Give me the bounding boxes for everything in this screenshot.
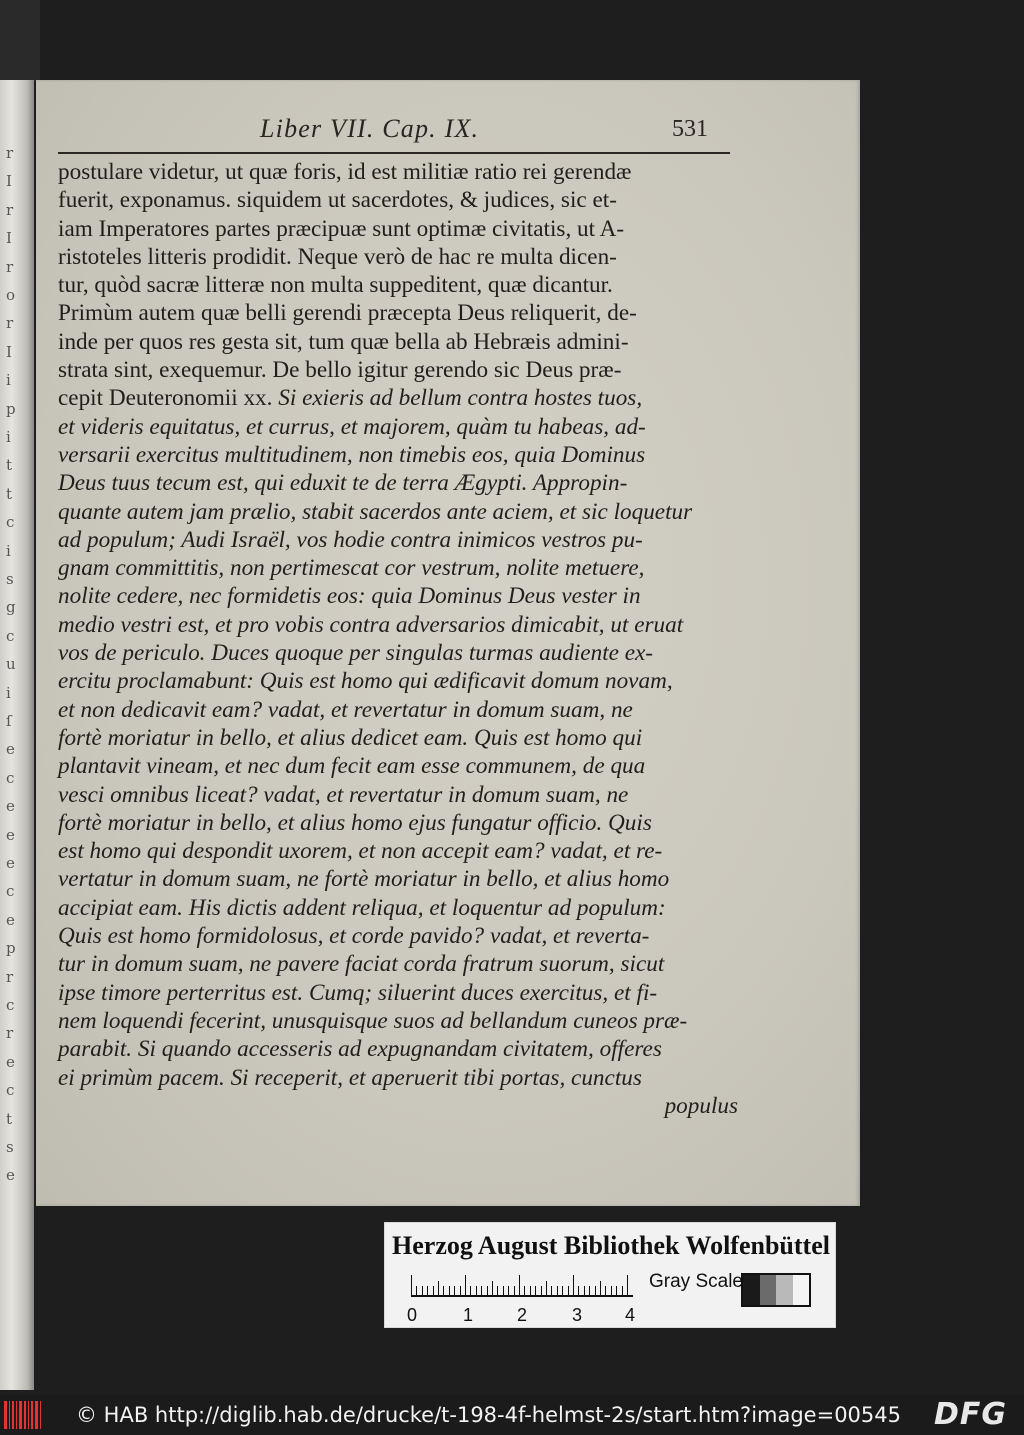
spine-glyph: p <box>6 399 16 418</box>
text-line: est homo qui despondit uxorem, et non accepit eam? vadat, et re- <box>58 838 663 865</box>
text-line: ipse timore perterritus est. Cumq; siluerint duces exercitus, et fi- <box>58 979 658 1006</box>
text-line: ad populum; Audi Israël, vos hodie contra inimicos vestros pu- <box>58 526 643 553</box>
spine-glyph: c <box>6 626 15 645</box>
text-line: fortè moriatur in bello, et alius homo ejus fungatur officio. Quis <box>58 809 652 836</box>
text-line: versarii exercitus multitudinem, non timebis eos, quia Dominus <box>58 441 646 468</box>
scan-dark-corner <box>0 0 40 82</box>
ruler-tick <box>470 1286 471 1295</box>
barcode-bar <box>4 1401 7 1429</box>
ruler-tick <box>465 1275 466 1295</box>
spine-glyph: t <box>6 484 13 503</box>
ruler-tick <box>584 1286 585 1295</box>
ruler-tick <box>589 1286 590 1295</box>
text-line: gnam committitis, non pertimescat cor vestrum, nolite metuere, <box>58 555 645 582</box>
text-line: iam Imperatores partes præcipuæ sunt optimæ civitatis, ut A- <box>58 215 625 242</box>
cm-ruler <box>411 1273 633 1297</box>
ruler-tick <box>514 1286 515 1295</box>
spine-glyph: p <box>6 939 16 958</box>
spine-glyph: i <box>6 428 11 446</box>
spine-glyph: c <box>6 996 15 1014</box>
running-head: Liber VII. Cap. IX. <box>260 114 480 143</box>
ruler-tick <box>551 1286 552 1295</box>
ruler-tick <box>508 1286 509 1295</box>
spine-glyph: ſ <box>6 712 12 730</box>
gray-step <box>793 1275 810 1305</box>
ruler-tick <box>541 1286 542 1295</box>
barcode-bar <box>9 1401 10 1429</box>
ruler-tick <box>546 1281 547 1295</box>
ruler-tick <box>568 1286 569 1295</box>
gray-step <box>743 1275 760 1305</box>
text-line: vesci omnibus liceat? vadat, et revertatur in domum suam, ne <box>58 781 629 808</box>
spine-glyph: r <box>6 1024 14 1043</box>
spine-glyph: I <box>6 342 12 361</box>
ruler-tick <box>476 1286 477 1295</box>
spine-glyph: e <box>6 1052 15 1071</box>
text-line: strata sint, exequemur. De bello igitur gerendo sic Deus præ- <box>58 357 622 384</box>
ruler-tick <box>416 1286 417 1295</box>
spine-glyph: u <box>6 655 16 674</box>
ruler-tick <box>411 1275 412 1295</box>
ruler-tick <box>595 1286 596 1295</box>
spine-glyph: i <box>6 371 11 390</box>
ruler-tick <box>616 1286 617 1295</box>
text-line: vos de periculo. Duces quoque per singulas turmas audiente ex- <box>58 640 654 667</box>
barcode-icon <box>4 1401 48 1429</box>
gray-scale-label: Gray Scale <box>649 1271 743 1292</box>
spine-glyph: I <box>6 229 12 248</box>
ruler-tick <box>578 1286 579 1295</box>
spine-glyph: e <box>6 797 15 816</box>
copyright-url: © HAB http://diglib.hab.de/drucke/t-198-4f-helmst-2s/start.htm?image=00545 <box>76 1403 901 1427</box>
ruler-tick <box>454 1286 455 1295</box>
ruler-label-0: 0 <box>407 1305 418 1325</box>
ruler-tick <box>519 1275 520 1295</box>
spine-glyph: e <box>6 1166 15 1185</box>
spine-glyph: r <box>6 967 14 986</box>
spine-glyph: i <box>6 683 11 702</box>
text-line: fuerit, exponamus. siquidem ut sacerdotes, & judices, sic et- <box>58 187 617 214</box>
ruler-tick <box>492 1281 493 1295</box>
spine-glyph: t <box>6 1109 13 1128</box>
text-line: accipiat eam. His dictis addent reliqua, et loquentur ad populum: <box>58 894 666 921</box>
ruler-tick <box>524 1286 525 1295</box>
spine-glyph: e <box>6 740 15 759</box>
ruler-tick <box>600 1281 601 1295</box>
spine-glyph: c <box>6 882 15 901</box>
ruler-tick <box>438 1281 439 1295</box>
ruler-tick <box>433 1286 434 1295</box>
text-line: Deus tuus tecum est, qui eduxit te de terra Ægypti. Appropin- <box>58 470 628 497</box>
spine-glyph: g <box>6 598 16 617</box>
text-line: quante autem jam prælio, stabit sacerdos ante aciem, et sic loquetur <box>58 498 693 525</box>
barcode-bar <box>24 1401 26 1429</box>
ruler-tick <box>611 1286 612 1295</box>
text-line: tur in domum suam, ne pavere faciat corda fratrum suorum, sicut <box>58 951 665 978</box>
spine-glyph: o <box>6 286 16 304</box>
ruler-tick <box>627 1275 628 1295</box>
text-line: cepit Deuteronomii xx. Si exieris ad bellum contra hostes tuos, <box>58 385 643 412</box>
spine-glyph: e <box>6 854 15 872</box>
ruler-label-3: 3 <box>572 1305 583 1325</box>
text-line: Quis est homo formidolosus, et corde pavido? vadat, et reverta- <box>58 923 650 950</box>
ruler-tick <box>562 1286 563 1295</box>
text-line: ercitu proclamabunt: Quis est homo qui ædificavit domum novam, <box>58 668 673 695</box>
ruler-tick <box>487 1286 488 1295</box>
text-line: ristoteles litteris prodidit. Neque verò de hac re multa dicen- <box>58 243 617 270</box>
text-line: tur, quòd sacræ litteræ non multa suppeditent, quæ dicantur. <box>58 272 613 299</box>
ruler-tick <box>573 1275 574 1295</box>
text-line: postulare videtur, ut quæ foris, id est militiæ ratio rei gerendæ <box>58 159 632 185</box>
ruler-tick <box>449 1286 450 1295</box>
spine-glyph: t <box>6 456 13 475</box>
barcode-bar <box>12 1401 14 1429</box>
text-line: plantavit vineam, et nec dum fecit eam esse communem, de qua <box>58 753 646 780</box>
spine-glyph: c <box>6 768 15 787</box>
spine-glyph: s <box>6 570 14 588</box>
ruler-label-1: 1 <box>463 1305 474 1325</box>
facing-page-edge <box>0 80 34 1390</box>
spine-glyph: I <box>6 172 12 191</box>
ruler-label-4: 4 <box>625 1305 636 1325</box>
text-line: et non dedicavit eam? vadat, et revertatur in domum suam, ne <box>58 696 633 723</box>
spine-glyph: e <box>6 910 15 929</box>
text-line: Primùm autem quæ belli gerendi præcepta Deus reliquerit, de- <box>58 300 637 327</box>
text-line: vertatur in domum suam, ne fortè moriatur in bello, et alius homo <box>58 866 670 893</box>
ruler-tick <box>422 1286 423 1295</box>
text-line: inde per quos res gesta sit, tum quæ bella ab Hebræis admini- <box>58 328 629 355</box>
text-line: fortè moriatur in bello, et alius dedicet eam. Quis est homo qui <box>58 724 643 751</box>
ruler-tick <box>443 1286 444 1295</box>
text-line: et videris equitatus, et currus, et majorem, quàm tu habeas, ad- <box>58 413 646 440</box>
ruler-tick <box>535 1286 536 1295</box>
text-line: ei primùm pacem. Si receperit, et aperuerit tibi portas, cunctus <box>58 1064 642 1091</box>
spine-glyph: e <box>6 825 15 844</box>
color-target-card <box>384 1222 836 1328</box>
gray-step <box>760 1275 777 1305</box>
gray-step <box>776 1275 793 1305</box>
ruler-tick <box>622 1286 623 1295</box>
spine-glyph: r <box>6 314 14 333</box>
gray-scale-swatch <box>741 1273 811 1307</box>
ruler-tick <box>481 1286 482 1295</box>
ruler-tick <box>497 1286 498 1295</box>
barcode-bar <box>31 1401 33 1429</box>
ruler-tick <box>460 1286 461 1295</box>
page-number: 531 <box>672 116 708 142</box>
footer-bar <box>0 1395 1024 1435</box>
ruler-tick <box>557 1286 558 1295</box>
spine-glyph: c <box>6 1081 15 1100</box>
barcode-bar <box>28 1401 29 1429</box>
spine-glyph: r <box>6 257 14 276</box>
spine-glyph: s <box>6 1138 14 1156</box>
barcode-bar <box>19 1401 22 1429</box>
ruler-tick <box>605 1286 606 1295</box>
text-line: nem loquendi fecerint, unusquisque suos ad bellandum cuneos præ- <box>58 1007 688 1034</box>
text-line: nolite cedere, nec formidetis eos: quia Dominus Deus vester in <box>58 583 641 610</box>
dfg-logo: DFG <box>934 1397 1008 1432</box>
barcode-bar <box>16 1401 17 1429</box>
barcode-bar <box>40 1401 41 1429</box>
ruler-tick <box>503 1286 504 1295</box>
catchword: populus <box>664 1092 738 1119</box>
spine-glyph: r <box>6 144 14 162</box>
text-line: medio vestri est, et pro vobis contra adversarios dimicabit, ut eruat <box>58 611 684 638</box>
header-rule <box>58 152 730 154</box>
spine-glyph: i <box>6 541 11 560</box>
barcode-bar <box>35 1401 38 1429</box>
ruler-tick <box>427 1286 428 1295</box>
body-text <box>58 158 738 1120</box>
library-name: Herzog August Bibliothek Wolfenbüttel <box>392 1231 830 1260</box>
spine-glyph: c <box>6 513 15 532</box>
text-line: parabit. Si quando accesseris ad expugnandam civitatem, offeres <box>58 1036 662 1063</box>
spine-glyph: r <box>6 200 14 219</box>
ruler-label-2: 2 <box>517 1305 528 1325</box>
ruler-tick <box>530 1286 531 1295</box>
